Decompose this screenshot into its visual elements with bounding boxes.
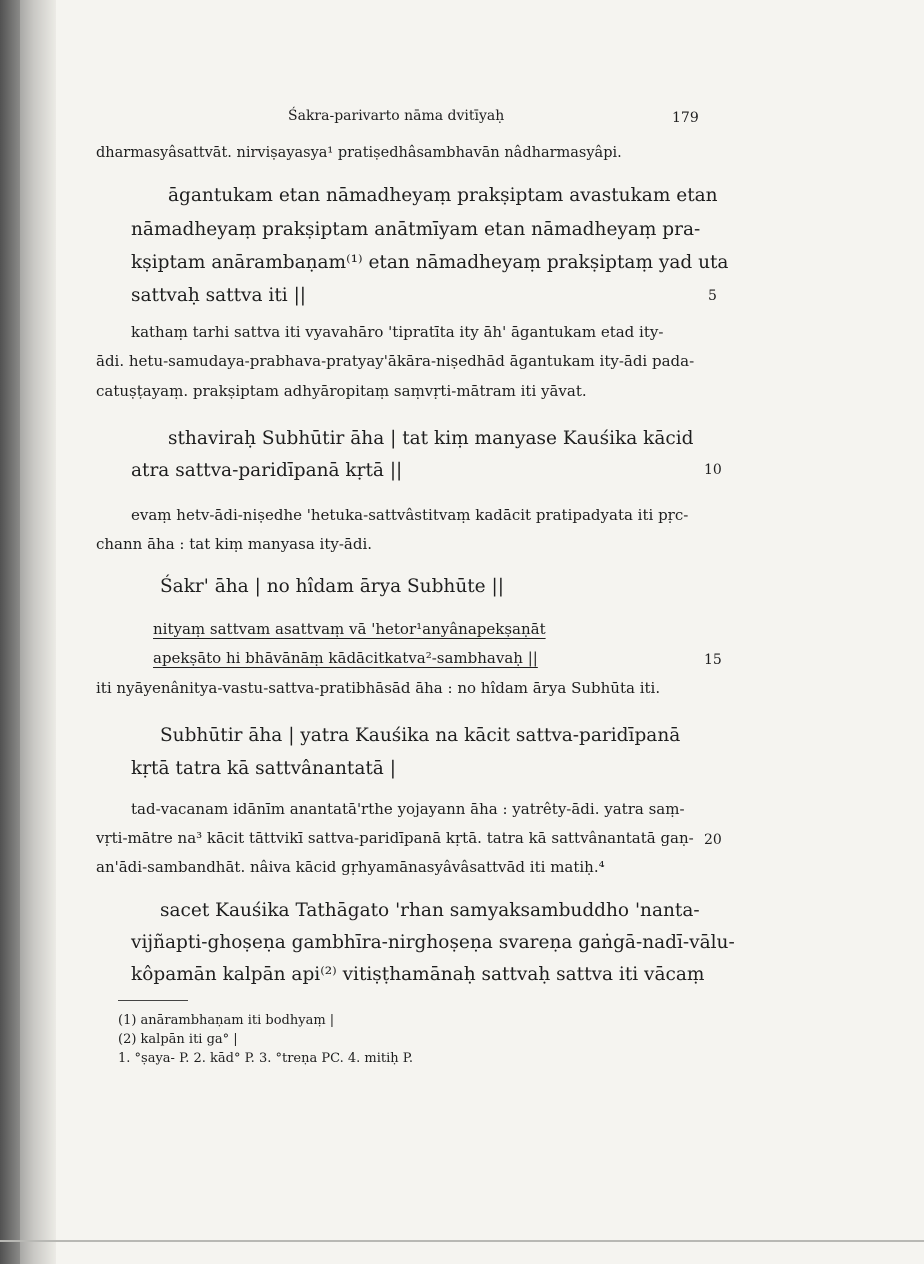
verse-line: Subhūtir āha | yatra Kauśika na kācit sattva-paridīpanā [160,725,681,746]
verse-line: āgantukam etan nāmadheyaṃ prakṣiptam avastukam etan [168,185,718,206]
verse-line: atra sattva-paridīpanā kṛtā || [131,460,403,481]
footnote: (1) anārambhaṇam iti bodhyaṃ | [118,1013,335,1028]
commentary-line: tad-vacanam idānīm anantatā'rthe yojayann āha : yatrêty-ādi. yatra saṃ- [131,800,685,818]
verse-line: vijñapti-ghoṣeṇa gambhīra-nirghoṣeṇa svareṇa gaṅgā-nadī-vālu- [131,932,735,953]
verse-line: Śakr' āha | no hîdam ārya Subhūte || [160,576,504,597]
footnote-divider [118,1000,188,1001]
footnote: (2) kalpān iti ga° | [118,1032,238,1047]
page-number: 179 [672,110,699,126]
running-title: Śakra-parivarto nāma dvitīyaḥ [288,108,505,124]
line-number: 15 [704,652,722,668]
commentary-line: kathaṃ tarhi sattva iti vyavahāro 'tipratīta ity āh' āgantukam etad ity- [131,323,664,341]
verse-line: kôpamān kalpān api⁽²⁾ vitiṣṭhamānaḥ sattvaḥ sattva iti vācaṃ [131,964,705,985]
book-spine-edge [0,0,20,1264]
verse-line: sacet Kauśika Tathāgato 'rhan samyaksambuddho 'nanta- [160,900,700,921]
verse-line: sattvaḥ sattva iti || [131,285,307,306]
commentary-line: an'ādi-sambandhāt. nâiva kācid gṛhyamānasyâvâsattvād iti matiḥ.⁴ [96,858,605,876]
text-line: dharmasyâsattvāt. nirviṣayasya¹ pratiṣedhâsambhavān nâdharmasyâpi. [96,145,622,161]
line-number: 5 [708,288,717,304]
verse-line: nāmadheyaṃ prakṣiptam anātmīyam etan nāmadheyaṃ pra- [131,219,701,240]
commentary-line: vṛti-mātre na³ kācit tāttvikī sattva-paridīpanā kṛtā. tatra kā sattvânantatā gaṇ- [96,829,694,847]
line-number: 10 [704,462,722,478]
line-number: 20 [704,832,722,848]
commentary-line: chann āha : tat kiṃ manyasa ity-ādi. [96,535,373,553]
verse-line: kṣiptam anārambaṇam⁽¹⁾ etan nāmadheyaṃ prakṣiptaṃ yad uta [131,252,729,273]
commentary-line: ādi. hetu-samudaya-prabhava-pratyay'ākāra-niṣedhād āgantukam ity-ādi pada- [96,352,695,370]
quoted-verse-line: apekṣāto hi bhāvānāṃ kādācitkatva²-sambhavaḥ || [153,649,538,667]
commentary-line: iti nyāyenânitya-vastu-sattva-pratibhāsād āha : no hîdam ārya Subhūta iti. [96,679,661,697]
verse-line: kṛtā tatra kā sattvânantatā | [131,758,396,779]
commentary-line: catuṣṭayaṃ. prakṣiptam adhyāropitaṃ saṃvṛti-mātram iti yāvat. [96,382,587,400]
verse-line: sthaviraḥ Subhūtir āha | tat kiṃ manyase Kauśika kācid [168,428,694,449]
quoted-verse-line: nityaṃ sattvam asattvaṃ vā 'hetor¹anyânapekṣaṇāt [153,620,546,638]
scan-bottom-edge [0,1240,924,1242]
footnote: 1. °ṣaya- P. 2. kād° P. 3. °treṇa PC. 4. mitiḥ P. [118,1051,414,1066]
commentary-line: evaṃ hetv-ādi-niṣedhe 'hetuka-sattvâstitvaṃ kadācit pratipadyata iti pṛc- [131,506,689,524]
